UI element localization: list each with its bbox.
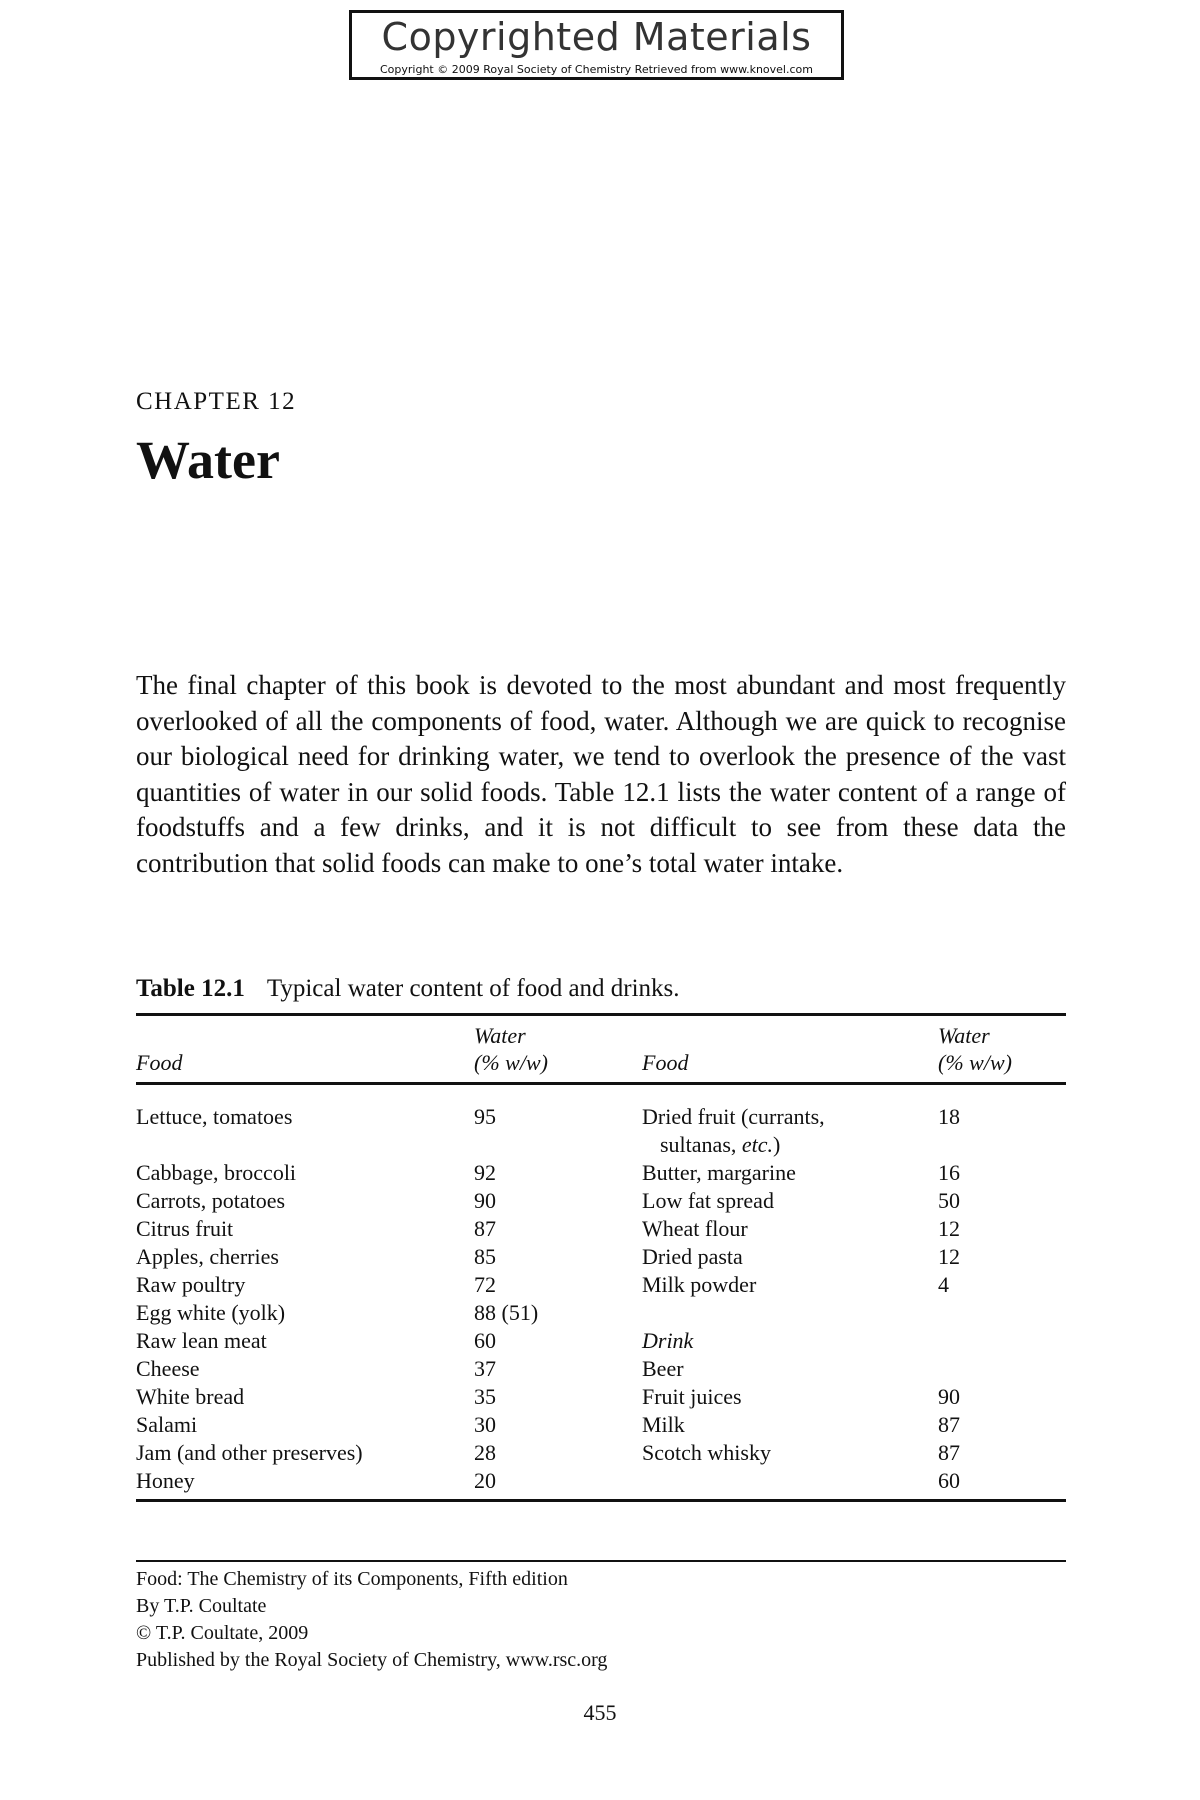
table-row [136, 1243, 1066, 1271]
cell-food-right: Fruit juices [642, 1384, 742, 1409]
cell-water-right: 90 [938, 1384, 960, 1409]
stamp-subtitle: Copyright © 2009 Royal Society of Chemistry Retrieved from www.knovel.com [380, 63, 813, 76]
cell-water-left: 95 [474, 1104, 496, 1129]
table-caption [136, 975, 680, 1003]
cell-food-right: Beer [642, 1356, 684, 1381]
cell-water-right: 18 [938, 1104, 960, 1129]
table-row [136, 1187, 1066, 1215]
cell-food-right-line2-end: ) [773, 1132, 781, 1157]
table-caption-label: Table 12.1 [136, 975, 245, 1002]
cell-water-left: 28 [474, 1440, 496, 1465]
cell-water-right: 4 [938, 1272, 949, 1297]
cell-water-left: 90 [474, 1188, 496, 1213]
cell-water-left: 88 (51) [474, 1300, 539, 1325]
cell-water-right: 87 [938, 1412, 960, 1437]
cell-water-right: 60 [938, 1468, 960, 1493]
cell-food-left: Honey [136, 1468, 195, 1493]
footer-copyright: © T.P. Coultate, 2009 [136, 1622, 309, 1644]
cell-water-left: 60 [474, 1328, 496, 1353]
header-water-right-line2: (% w/w) [938, 1050, 1012, 1075]
cell-food-left: White bread [136, 1384, 245, 1409]
header-water-left-line2: (% w/w) [474, 1050, 548, 1075]
cell-food-right [642, 1084, 938, 1160]
cell-water-right: 50 [938, 1188, 960, 1213]
cell-food-left: Cheese [136, 1356, 200, 1381]
cell-food-left: Jam (and other preserves) [136, 1440, 363, 1465]
cell-water-left: 85 [474, 1244, 496, 1269]
cell-water-right [938, 1327, 1066, 1355]
chapter-title: Water [136, 430, 280, 490]
page-number: 455 [583, 1700, 617, 1725]
header-water-right-line1: Water [938, 1023, 990, 1048]
cell-food-right: Milk powder [642, 1272, 757, 1297]
cell-food-right: Butter, margarine [642, 1160, 796, 1185]
cell-food-left: Raw lean meat [136, 1328, 267, 1353]
cell-food-left: Apples, cherries [136, 1244, 279, 1269]
cell-food-right-line2-text: sultanas, [660, 1132, 742, 1157]
cell-section-heading-drink: Drink [642, 1328, 694, 1353]
cell-water-left: 87 [474, 1216, 496, 1241]
cell-water-right [938, 1299, 1066, 1327]
cell-food-left: Salami [136, 1412, 198, 1437]
table-row [136, 1215, 1066, 1243]
header-water-left-line1: Water [474, 1023, 526, 1048]
chapter-label: CHAPTER 12 [136, 388, 297, 415]
cell-water-left: 37 [474, 1356, 496, 1381]
cell-food-right-line2-etc: etc. [741, 1132, 774, 1157]
table-row [136, 1411, 1066, 1439]
cell-water-left: 30 [474, 1412, 496, 1437]
footer-publisher: Published by the Royal Society of Chemistry, www.rsc.org [136, 1649, 608, 1671]
table-row [136, 1439, 1066, 1467]
cell-food-left: Raw poultry [136, 1272, 246, 1297]
cell-water-left: 35 [474, 1384, 496, 1409]
cell-food-right-line2 [642, 1131, 938, 1159]
table-row [136, 1383, 1066, 1411]
cell-food-right [642, 1467, 938, 1501]
footer-book-title: Food: The Chemistry of its Components, Fifth edition [136, 1568, 568, 1590]
table-caption-text: Typical water content of food and drinks. [266, 975, 680, 1002]
table-row [136, 1271, 1066, 1299]
table-row [136, 1327, 1066, 1355]
header-water-left [474, 1015, 642, 1084]
cell-water-right [938, 1355, 1066, 1383]
copyright-stamp [349, 10, 844, 80]
cell-food-left: Citrus fruit [136, 1216, 234, 1241]
intro-paragraph: The final chapter of this book is devoted to the most abundant and most frequently overlooked of all the components of food, water. Although we are quick to recognise our biological need for drinking water, we tend to overlook the presence of the vast quantities of water in our solid foods. Table 12.1 lists the water content of a range of foodstuffs and a few drinks, and it is not difficult to see from these data the contribution that solid foods can make to one’s total water intake. [136, 670, 1066, 878]
water-content-table [136, 1013, 1066, 1502]
cell-food-right: Low fat spread [642, 1188, 774, 1213]
table-row [136, 1084, 1066, 1160]
table-row [136, 1299, 1066, 1327]
stamp-title: Copyrighted Materials [381, 15, 812, 59]
cell-water-left: 92 [474, 1160, 496, 1185]
cell-water-right: 12 [938, 1244, 960, 1269]
cell-food-right: Milk [642, 1412, 685, 1437]
cell-food-left: Carrots, potatoes [136, 1188, 286, 1213]
cell-water-right: 16 [938, 1160, 960, 1185]
table-row [136, 1355, 1066, 1383]
cell-food-right: Dried pasta [642, 1244, 743, 1269]
footer-divider [136, 1560, 1066, 1562]
cell-food-left: Egg white (yolk) [136, 1300, 286, 1325]
header-food-left: Food [136, 1015, 474, 1084]
cell-food-right-line1: Dried fruit (currants, [642, 1104, 825, 1129]
table-row [136, 1467, 1066, 1501]
footer-author: By T.P. Coultate [136, 1595, 267, 1617]
water-content-table-wrapper [136, 1013, 1066, 1502]
cell-food-left: Cabbage, broccoli [136, 1160, 297, 1185]
table-header-row [136, 1015, 1066, 1084]
cell-water-right: 87 [938, 1440, 960, 1465]
cell-water-left: 72 [474, 1272, 496, 1297]
table-row [136, 1159, 1066, 1187]
cell-food-right: Scotch whisky [642, 1440, 771, 1465]
header-food-right: Food [642, 1015, 938, 1084]
cell-water-right: 12 [938, 1216, 960, 1241]
footer-credits [136, 1566, 607, 1674]
cell-food-right: Wheat flour [642, 1216, 748, 1241]
cell-water-left: 20 [474, 1468, 496, 1493]
cell-food-right [642, 1299, 938, 1327]
cell-food-left: Lettuce, tomatoes [136, 1104, 293, 1129]
header-water-right [938, 1015, 1066, 1084]
